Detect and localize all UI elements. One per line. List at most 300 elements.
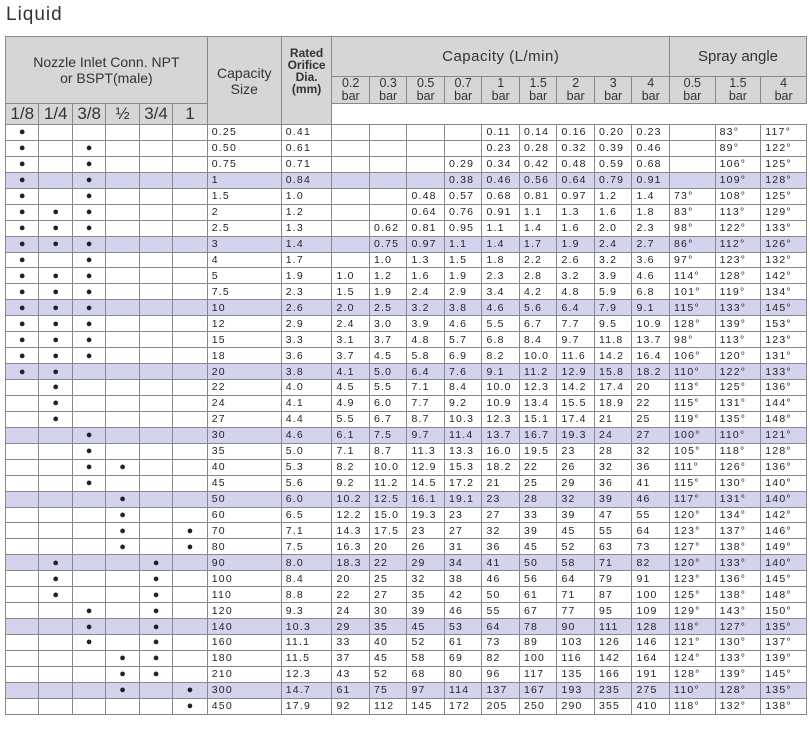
connection-empty	[106, 475, 139, 491]
spray-angle-cell: 140°	[761, 475, 807, 491]
spray-angle-cell: 148°	[761, 411, 807, 427]
connection-dot: ●	[6, 300, 39, 316]
capacity-cell: 13.7	[482, 427, 520, 443]
connection-dot: ●	[39, 220, 72, 236]
spray-angle-cell: 110°	[670, 682, 716, 698]
table-body	[6, 125, 807, 715]
table-row	[6, 491, 807, 507]
table-row	[6, 507, 807, 523]
capacity-cell: 58	[557, 555, 595, 571]
capacity-cell: 11.3	[407, 443, 445, 459]
capacity-cell: 14.2	[594, 348, 632, 364]
capacity-cell: 193	[557, 682, 595, 698]
capacity-cell: 31	[444, 539, 482, 555]
orifice-dia-cell: 8.8	[281, 587, 332, 603]
capacity-cell: 4.1	[332, 364, 370, 380]
spray-angle-cell: 121°	[761, 427, 807, 443]
connection-dot: ●	[72, 204, 105, 220]
capacity-cell: 12.3	[482, 411, 520, 427]
capacity-cell: 5.9	[594, 284, 632, 300]
capacity-cell: 1.4	[632, 188, 670, 204]
capacity-cell: 26	[557, 459, 595, 475]
connection-empty	[173, 459, 207, 475]
capacity-cell: 28	[519, 491, 557, 507]
connection-dot: ●	[39, 380, 72, 396]
spray-angle-cell: 127°	[715, 619, 761, 635]
spray-angle-cell: 120°	[715, 348, 761, 364]
capacity-cell: 41	[632, 475, 670, 491]
capacity-cell: 6.4	[407, 364, 445, 380]
table-row	[6, 220, 807, 236]
connection-dot: ●	[39, 300, 72, 316]
spray-angle-cell: 108°	[715, 188, 761, 204]
capacity-cell: 11.6	[557, 348, 595, 364]
connection-dot: ●	[106, 539, 139, 555]
table-row	[6, 666, 807, 682]
capacity-cell: 1.5	[332, 284, 370, 300]
capacity-cell: 33	[332, 635, 370, 651]
capacity-cell: 32	[632, 443, 670, 459]
connection-empty	[139, 539, 172, 555]
connection-empty	[173, 172, 207, 188]
capacity-cell: 6.9	[444, 348, 482, 364]
capacity-size-cell: 90	[207, 555, 281, 571]
capacity-cell: 191	[632, 666, 670, 682]
connection-dot: ●	[39, 316, 72, 332]
capacity-cell: 18.9	[594, 395, 632, 411]
capacity-size-cell: 2	[207, 204, 281, 220]
connection-dot: ●	[39, 587, 72, 603]
capacity-cell: 2.4	[594, 236, 632, 252]
connection-empty	[39, 125, 72, 141]
capacity-cell: 41	[482, 555, 520, 571]
capacity-cell: 13.7	[632, 332, 670, 348]
capacity-cell: 39	[594, 491, 632, 507]
connection-empty	[6, 427, 39, 443]
pressure-header-1: 0.3 bar	[369, 77, 407, 104]
capacity-cell: 77	[557, 603, 595, 619]
capacity-cell: 73	[482, 635, 520, 651]
capacity-cell: 61	[519, 587, 557, 603]
capacity-cell: 3.1	[332, 332, 370, 348]
capacity-cell: 17.5	[369, 523, 407, 539]
connection-empty	[173, 140, 207, 156]
capacity-cell: 0.64	[407, 204, 445, 220]
connection-empty	[39, 698, 72, 714]
capacity-cell: 35	[407, 587, 445, 603]
orifice-dia-cell: 12.3	[281, 666, 332, 682]
connection-empty	[106, 364, 139, 380]
spray-angle-cell: 123°	[670, 571, 716, 587]
connection-dot: ●	[106, 507, 139, 523]
capacity-cell	[332, 252, 370, 268]
capacity-cell: 0.68	[632, 156, 670, 172]
connection-dot: ●	[72, 316, 105, 332]
spray-angle-cell: 130°	[715, 475, 761, 491]
connection-dot: ●	[106, 459, 139, 475]
connection-empty	[6, 411, 39, 427]
connection-empty	[139, 172, 172, 188]
spray-angle-cell: 136°	[715, 571, 761, 587]
capacity-cell: 3.6	[632, 252, 670, 268]
capacity-cell: 166	[594, 666, 632, 682]
capacity-cell: 275	[632, 682, 670, 698]
capacity-cell: 9.7	[407, 427, 445, 443]
capacity-cell: 55	[632, 507, 670, 523]
capacity-cell: 16.1	[407, 491, 445, 507]
connection-empty	[173, 188, 207, 204]
spray-angle-cell: 106°	[670, 348, 716, 364]
connection-empty	[106, 603, 139, 619]
connection-dot: ●	[39, 364, 72, 380]
capacity-cell: 32	[557, 491, 595, 507]
orifice-dia-cell: 5.0	[281, 443, 332, 459]
capacity-cell: 7.9	[594, 300, 632, 316]
capacity-cell: 12.2	[332, 507, 370, 523]
spray-angle-cell: 83°	[670, 204, 716, 220]
connection-empty	[173, 220, 207, 236]
capacity-cell: 61	[444, 635, 482, 651]
capacity-cell	[369, 188, 407, 204]
capacity-cell: 19.1	[444, 491, 482, 507]
capacity-cell: 19.5	[519, 443, 557, 459]
capacity-cell: 6.8	[632, 284, 670, 300]
connection-empty	[39, 475, 72, 491]
capacity-cell: 146	[632, 635, 670, 651]
spray-pressure-header-2: 4 bar	[761, 77, 807, 104]
capacity-cell: 100	[519, 650, 557, 666]
capacity-cell: 22	[632, 395, 670, 411]
capacity-cell: 4.8	[407, 332, 445, 348]
capacity-cell	[407, 156, 445, 172]
orifice-dia-cell: 1.7	[281, 252, 332, 268]
capacity-cell: 64	[557, 571, 595, 587]
capacity-cell: 21	[482, 475, 520, 491]
connection-dot: ●	[6, 236, 39, 252]
table-row	[6, 555, 807, 571]
connection-dot: ●	[139, 635, 172, 651]
table-row	[6, 348, 807, 364]
connection-empty	[139, 125, 172, 141]
capacity-cell	[369, 125, 407, 141]
capacity-cell: 17.4	[594, 380, 632, 396]
spray-angle-cell: 129°	[670, 603, 716, 619]
capacity-size-cell: 45	[207, 475, 281, 491]
capacity-cell: 137	[482, 682, 520, 698]
table-row	[6, 284, 807, 300]
capacity-cell	[332, 172, 370, 188]
capacity-cell: 55	[482, 603, 520, 619]
capacity-cell: 64	[632, 523, 670, 539]
capacity-cell	[332, 220, 370, 236]
capacity-cell: 14.3	[332, 523, 370, 539]
connection-empty	[106, 411, 139, 427]
spray-angle-cell: 122°	[715, 364, 761, 380]
capacity-cell: 29	[557, 475, 595, 491]
spray-angle-cell: 123°	[670, 523, 716, 539]
connection-empty	[6, 395, 39, 411]
capacity-cell: 40	[369, 635, 407, 651]
orifice-dia-cell: 1.9	[281, 268, 332, 284]
connection-empty	[72, 682, 105, 698]
capacity-cell: 12.5	[369, 491, 407, 507]
capacity-cell: 8.2	[482, 348, 520, 364]
table-row	[6, 459, 807, 475]
capacity-cell: 1.6	[407, 268, 445, 284]
capacity-cell: 46	[444, 603, 482, 619]
connection-dot: ●	[39, 236, 72, 252]
connection-empty	[6, 635, 39, 651]
capacity-cell: 9.2	[444, 395, 482, 411]
capacity-cell	[369, 140, 407, 156]
capacity-cell: 97	[407, 682, 445, 698]
connection-dot: ●	[6, 156, 39, 172]
capacity-cell: 290	[557, 698, 595, 714]
capacity-cell	[407, 172, 445, 188]
capacity-size-cell: 100	[207, 571, 281, 587]
connection-empty	[39, 252, 72, 268]
capacity-cell: 6.7	[369, 411, 407, 427]
spray-angle-cell: 126°	[715, 459, 761, 475]
capacity-cell: 8.7	[407, 411, 445, 427]
connection-empty	[106, 635, 139, 651]
capacity-cell: 0.46	[632, 140, 670, 156]
table-row	[6, 125, 807, 141]
spray-angle-cell: 128°	[670, 316, 716, 332]
spray-angle-cell: 132°	[715, 698, 761, 714]
capacity-cell: 2.5	[369, 300, 407, 316]
capacity-cell: 23	[482, 491, 520, 507]
capacity-cell: 45	[519, 539, 557, 555]
capacity-cell: 78	[519, 619, 557, 635]
capacity-cell: 29	[332, 619, 370, 635]
capacity-cell: 3.2	[407, 300, 445, 316]
connection-empty	[173, 603, 207, 619]
capacity-cell: 3.2	[557, 268, 595, 284]
connection-dot: ●	[39, 268, 72, 284]
capacity-size-cell: 7.5	[207, 284, 281, 300]
spray-angle-cell: 133°	[715, 555, 761, 571]
capacity-cell: 6.4	[557, 300, 595, 316]
connection-empty	[173, 475, 207, 491]
capacity-cell: 0.39	[594, 140, 632, 156]
capacity-size-cell: 160	[207, 635, 281, 651]
spray-angle-cell: 133°	[761, 364, 807, 380]
capacity-cell: 11.4	[444, 427, 482, 443]
capacity-cell: 50	[482, 587, 520, 603]
connection-empty	[6, 698, 39, 714]
spray-angle-cell: 120°	[670, 507, 716, 523]
table-row	[6, 603, 807, 619]
capacity-cell: 36	[632, 459, 670, 475]
spray-angle-cell: 128°	[715, 682, 761, 698]
connection-empty	[39, 619, 72, 635]
pressure-header-0: 0.2 bar	[332, 77, 370, 104]
table-row	[6, 635, 807, 651]
spray-angle-cell: 142°	[761, 268, 807, 284]
spray-angle-cell: 131°	[715, 491, 761, 507]
capacity-cell: 47	[594, 507, 632, 523]
spray-angle-cell: 113°	[670, 380, 716, 396]
capacity-cell: 17.4	[557, 411, 595, 427]
capacity-cell: 5.0	[369, 364, 407, 380]
capacity-cell: 15.3	[444, 459, 482, 475]
connection-empty	[173, 332, 207, 348]
connection-empty	[173, 650, 207, 666]
spray-angle-cell: 139°	[715, 666, 761, 682]
capacity-cell: 205	[482, 698, 520, 714]
table-row	[6, 140, 807, 156]
spray-angle-cell: 122°	[715, 220, 761, 236]
capacity-size-cell: 18	[207, 348, 281, 364]
table-row	[6, 236, 807, 252]
spray-angle-cell: 125°	[761, 188, 807, 204]
spray-angle-cell: 138°	[715, 539, 761, 555]
page-title: Liquid	[6, 4, 63, 25]
capacity-size-cell: 20	[207, 364, 281, 380]
capacity-cell: 1.9	[369, 284, 407, 300]
capacity-cell: 8.4	[444, 380, 482, 396]
connection-dot: ●	[72, 427, 105, 443]
capacity-cell: 12.9	[407, 459, 445, 475]
connection-empty	[139, 411, 172, 427]
connection-empty	[139, 220, 172, 236]
capacity-cell: 7.6	[444, 364, 482, 380]
connection-dot: ●	[72, 284, 105, 300]
capacity-cell: 27	[482, 507, 520, 523]
table-row	[6, 364, 807, 380]
spray-angle-cell: 128°	[761, 443, 807, 459]
capacity-cell: 172	[444, 698, 482, 714]
connection-empty	[6, 555, 39, 571]
connection-empty	[39, 491, 72, 507]
spray-angle-cell: 137°	[761, 635, 807, 651]
spray-angle-cell: 106°	[715, 156, 761, 172]
connection-empty	[72, 698, 105, 714]
capacity-size-cell: 12	[207, 316, 281, 332]
spray-angle-cell: 131°	[715, 395, 761, 411]
connection-empty	[139, 459, 172, 475]
spray-angle-cell: 121°	[670, 635, 716, 651]
connection-dot: ●	[6, 316, 39, 332]
capacity-cell: 2.9	[444, 284, 482, 300]
capacity-cell: 27	[444, 523, 482, 539]
capacity-size-cell: 60	[207, 507, 281, 523]
orifice-dia-cell: 8.4	[281, 571, 332, 587]
capacity-cell: 5.5	[369, 380, 407, 396]
connection-empty	[106, 427, 139, 443]
capacity-cell: 111	[594, 619, 632, 635]
connection-empty	[72, 125, 105, 141]
capacity-cell: 2.4	[407, 284, 445, 300]
orifice-dia-cell: 0.61	[281, 140, 332, 156]
spray-angle-cell: 115°	[670, 475, 716, 491]
connection-dot: ●	[72, 619, 105, 635]
connection-dot: ●	[139, 555, 172, 571]
connection-empty	[173, 156, 207, 172]
connection-empty	[6, 443, 39, 459]
capacity-cell: 90	[557, 619, 595, 635]
capacity-cell: 46	[482, 571, 520, 587]
spray-angle-cell: 117°	[761, 125, 807, 141]
spray-angle-cell: 133°	[715, 650, 761, 666]
spray-angle-cell: 124°	[670, 650, 716, 666]
connection-empty	[6, 459, 39, 475]
liquid-capacity-table	[5, 36, 807, 715]
table-row	[6, 571, 807, 587]
connection-empty	[6, 571, 39, 587]
capacity-cell: 16.4	[632, 348, 670, 364]
orifice-dia-cell: 2.9	[281, 316, 332, 332]
connection-dot: ●	[72, 635, 105, 651]
capacity-cell: 15.1	[519, 411, 557, 427]
connection-empty	[6, 523, 39, 539]
capacity-cell: 14.5	[407, 475, 445, 491]
capacity-cell: 1.2	[369, 268, 407, 284]
connection-dot: ●	[6, 364, 39, 380]
connection-dot: ●	[39, 395, 72, 411]
capacity-cell: 68	[407, 666, 445, 682]
capacity-cell: 53	[444, 619, 482, 635]
spray-angle-cell: 117°	[670, 491, 716, 507]
capacity-cell: 7.7	[407, 395, 445, 411]
capacity-cell: 27	[632, 427, 670, 443]
capacity-cell: 95	[594, 603, 632, 619]
spray-angle-cell: 123°	[715, 252, 761, 268]
spray-angle-cell: 125°	[670, 587, 716, 603]
capacity-cell: 1.3	[407, 252, 445, 268]
connection-empty	[106, 316, 139, 332]
capacity-cell: 12.9	[557, 364, 595, 380]
table-row	[6, 156, 807, 172]
connection-empty	[106, 443, 139, 459]
capacity-cell: 0.20	[594, 125, 632, 141]
connection-dot: ●	[39, 332, 72, 348]
capacity-cell: 235	[594, 682, 632, 698]
capacity-cell: 22	[519, 459, 557, 475]
orifice-dia-cell: 6.0	[281, 491, 332, 507]
spray-angle-cell: 125°	[715, 380, 761, 396]
capacity-cell: 45	[557, 523, 595, 539]
spray-angle-cell: 115°	[670, 395, 716, 411]
connection-dot: ●	[139, 587, 172, 603]
capacity-cell: 91	[632, 571, 670, 587]
connection-dot: ●	[6, 140, 39, 156]
spray-angle-cell: 150°	[761, 603, 807, 619]
connection-empty	[106, 571, 139, 587]
capacity-cell: 52	[407, 635, 445, 651]
capacity-cell: 38	[444, 571, 482, 587]
capacity-cell: 21	[594, 411, 632, 427]
capacity-cell: 56	[519, 571, 557, 587]
capacity-cell	[332, 236, 370, 252]
capacity-cell: 36	[482, 539, 520, 555]
capacity-cell: 4.6	[482, 300, 520, 316]
capacity-cell: 5.8	[407, 348, 445, 364]
capacity-cell: 3.0	[369, 316, 407, 332]
connection-empty	[6, 619, 39, 635]
connection-empty	[139, 427, 172, 443]
connection-empty	[72, 395, 105, 411]
connection-empty	[173, 348, 207, 364]
capacity-cell: 142	[594, 650, 632, 666]
connection-empty	[106, 236, 139, 252]
capacity-cell: 45	[369, 650, 407, 666]
connection-empty	[139, 380, 172, 396]
connection-empty	[106, 125, 139, 141]
connection-empty	[6, 666, 39, 682]
connection-empty	[139, 284, 172, 300]
